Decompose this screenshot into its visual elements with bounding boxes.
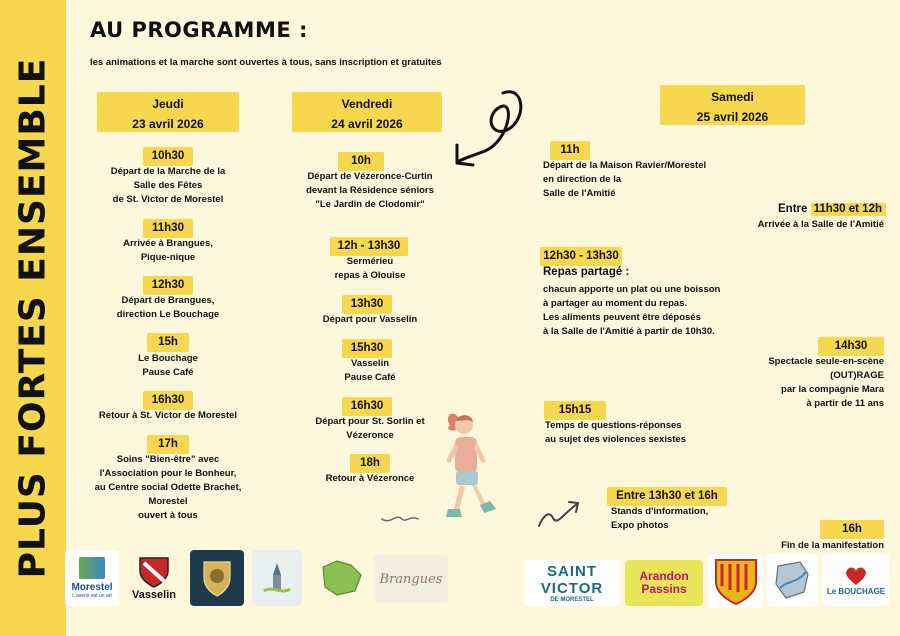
- vendredi-time-5: 16h30: [342, 397, 392, 416]
- vendredi-time-6: 18h: [350, 454, 390, 473]
- jeudi-time-4: 15h: [147, 333, 189, 352]
- logo-saint-victor-tagline: DE MORESTEL: [550, 597, 594, 603]
- logo-brangues: [374, 555, 448, 603]
- jeudi-time-3: 12h30: [143, 276, 193, 295]
- samedi-desc-7: Fin de la manifestation: [781, 540, 884, 551]
- logo-saint-victor-name: SAINT VICTOR: [540, 563, 604, 597]
- vasselin-shield-icon: [136, 555, 172, 589]
- day-name: Vendredi: [341, 97, 393, 111]
- small-arrow-icon: [535, 496, 585, 532]
- side-title: PLUS FORTES ENSEMBLE: [12, 57, 54, 579]
- logo-vasselin: [127, 550, 181, 606]
- vendredi-time-1: 10h: [338, 152, 384, 171]
- curly-arrow-icon: [445, 85, 535, 175]
- vendredi-time-2: 12h - 13h30: [330, 237, 408, 256]
- vendredi-time-4: 15h30: [342, 339, 392, 358]
- day-header-samedi: [660, 85, 805, 125]
- jeudi-desc-5: Retour à St. Victor de Morestel: [98, 410, 238, 421]
- jeudi-time-2: 11h30: [143, 219, 193, 238]
- morestel-emblem-icon: [79, 557, 105, 579]
- logo-morestel-name: Morestel: [71, 582, 113, 593]
- logo-saint-victor: [524, 560, 620, 606]
- day-date: 23 avril 2026: [132, 117, 204, 131]
- logo-arandon-passins: [625, 560, 703, 606]
- vendredi-desc-1: Départ de Vézeronce-Curtin devant la Résidence séniors "Le Jardin de Clodomir": [306, 171, 434, 210]
- courtenay-shield-icon: [712, 556, 760, 606]
- samedi-time-4: 14h30: [818, 337, 884, 356]
- samedi-time-3: 12h30 - 13h30: [540, 247, 622, 266]
- logo-courtenay: [708, 554, 763, 608]
- saint-sorlin-map-icon: [317, 557, 365, 599]
- helmet-crest-icon: [200, 558, 234, 598]
- samedi-time-2: 11h30 et 12h: [811, 203, 886, 216]
- vendredi-desc-2: Sermérieu repas à Olouise: [334, 256, 406, 281]
- samedi-time-1: 11h: [550, 141, 590, 160]
- samedi-desc-4: Spectacle seule-en-scène (OUT)RAGE par la compagnie Mara à partir de 11 ans: [768, 356, 884, 409]
- vendredi-desc-5: Départ pour St. Sorlin et Vézeronce: [315, 416, 425, 441]
- logo-sermerieu: [252, 550, 302, 606]
- samedi-desc-3: chacun apporte un plat ou une boisson à partager au moment du repas. Les aliments peuvent être déposés à la Salle de l'Amitié à partir de 10h30.: [543, 284, 721, 337]
- logo-morestel: [65, 550, 119, 606]
- day-date: 24 avril 2026: [331, 117, 403, 131]
- logo-saint-sorlin: [310, 550, 372, 606]
- samedi-time-2-prefix: Entre: [778, 203, 811, 215]
- church-icon: [262, 561, 292, 595]
- jeudi-time-6: 17h: [147, 435, 189, 454]
- logo-vasselin-name: Vasselin: [131, 589, 177, 601]
- logo-morestel-tagline: L'avenir est un art: [72, 593, 112, 599]
- logo-creys-mepieu: [766, 554, 818, 606]
- logo-arandon-passins-name: Arandon Passins: [639, 569, 689, 596]
- vendredi-desc-3: Départ pour Vasselin: [322, 314, 418, 325]
- page-subtitle: les animations et la marche sont ouvertes à tous, sans inscription et gratuites: [90, 57, 442, 68]
- samedi-desc-2: Arrivée à la Salle de l'Amitié: [757, 219, 884, 230]
- jeudi-desc-4: Le Bouchage Pause Café: [138, 353, 198, 378]
- samedi-time-2-row: [778, 200, 886, 218]
- day-name: Samedi: [711, 90, 754, 104]
- logo-crest: [190, 550, 244, 606]
- jeudi-desc-6: Soins "Bien-être" avec l'Association pour le Bonheur, au Centre social Odette Brachet, Morestel ouvert à tous: [94, 454, 242, 521]
- samedi-desc-5: Temps de questions-réponses au sujet des violences sexistes: [545, 420, 686, 445]
- samedi-desc-1: Départ de la Maison Ravier/Morestel en direction de la Salle de l'Amitié: [543, 160, 707, 199]
- day-date: 25 avril 2026: [696, 110, 769, 124]
- samedi-time-7: 16h: [820, 520, 884, 539]
- day-name: Jeudi: [152, 97, 184, 111]
- samedi-time-5: 15h15: [544, 401, 606, 420]
- samedi-title-3: Repas partagé :: [543, 266, 630, 278]
- jeudi-desc-2: Arrivée à Brangues, Pique-nique: [123, 238, 213, 263]
- page-title: AU PROGRAMME :: [90, 18, 308, 42]
- creys-mepieu-map-icon: [770, 558, 814, 602]
- walking-woman-illustration: [430, 405, 510, 535]
- jeudi-time-5: 16h30: [143, 391, 193, 410]
- day-header-vendredi: [292, 92, 442, 132]
- logo-le-bouchage: [823, 554, 889, 606]
- vendredi-time-3: 13h30: [342, 295, 392, 314]
- vendredi-desc-6: Retour à Vézeronce: [325, 473, 415, 484]
- samedi-desc-6: Stands d'information, Expo photos: [611, 506, 709, 531]
- vendredi-desc-4: Vasselin Pause Café: [344, 358, 396, 383]
- le-bouchage-heart-icon: [842, 565, 870, 587]
- squiggle-icon: [380, 505, 420, 529]
- jeudi-desc-1: Départ de la Marche de la Salle des Fêtes de St. Victor de Morestel: [110, 166, 226, 205]
- day-header-jeudi: [97, 92, 239, 132]
- samedi-time-6: Entre 13h30 et 16h: [607, 487, 727, 506]
- jeudi-time-1: 10h30: [143, 147, 193, 166]
- logo-brangues-name: Brangues: [379, 571, 443, 587]
- logo-le-bouchage-name: Le BOUCHAGE: [826, 586, 886, 596]
- jeudi-desc-3: Départ de Brangues, direction Le Bouchage: [116, 295, 220, 320]
